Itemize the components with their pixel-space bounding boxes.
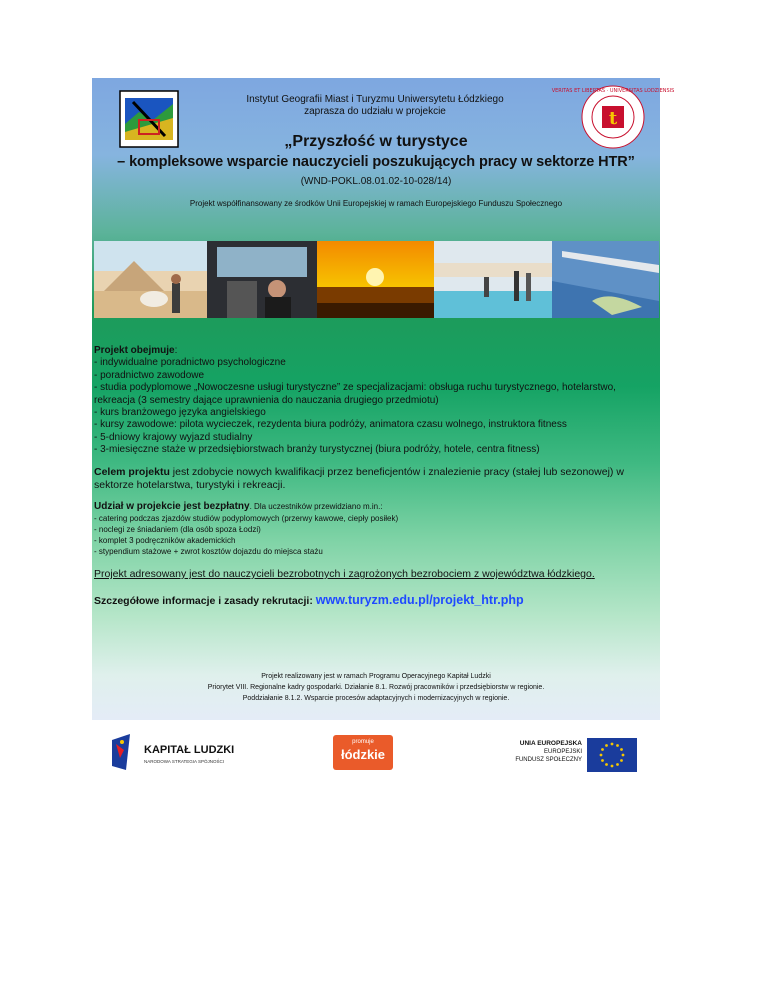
kapital-ludzki-logo [108, 730, 238, 774]
photo-bus-driver [207, 241, 317, 318]
project-link[interactable]: www.turyzm.edu.pl/projekt_htr.php [315, 593, 524, 608]
list-item: - kurs branżowego języka angielskiego [94, 407, 266, 419]
list-item: - kursy zawodowe: pilota wycieczek, rezydenta biura podróży, animatora czasu wolnego, instruktora fitness [94, 419, 567, 431]
list-item: - catering podczas zjazdów studiów podyplomowych (przerwy kawowe, ciepły posiłek) [94, 514, 399, 524]
list-item: - stypendium stażowe + zwrot kosztów dojazdu do miejsca stażu [94, 547, 323, 557]
free-heading: Udział w projekcie jest bezpłatny [94, 500, 250, 512]
project-includes-section: Projekt obejmuje: - indywidualne poradnictwo psychologiczne - poradnictwo zawodowe - studia podyplomowe „Nowoczesne usługi turystyczne” ze specjalizacjami: obsługa ruchu turystycznego, hotelarstwo, rekreacja (3 semestry dające uprawnienia do nauczania drugiego przedmiotu) - kurs branżowego języka angielskiego - kursy zawodowe: pilota wycieczek, rezydenta biura podróży, animatora czasu wolnego, instruktora fitness - 5-dniowy krajowy wyjazd studialny - 3-miesięczne staże w przedsiębiorstwach branży turystycznej (biura podróży, hotele, centra fitness) [94, 345, 654, 457]
kapital-sub: NARODOWA STRATEGIA SPÓJNOŚCI [144, 759, 225, 764]
list-item: - poradnictwo zawodowe [94, 369, 205, 381]
cofinancing-note: Projekt współfinansowany ze środków Unii Europejskiej w ramach Europejskiego Funduszu Społecznego [189, 199, 563, 208]
institution-line: Instytut Geografii Miast i Turyzmu Uniwersytetu Łódzkiego [246, 94, 504, 105]
list-item: - studia podyplomowe „Nowoczesne usługi turystyczne” ze specjalizacjami: obsługa ruchu turystycznego, hotelarstwo, rekreacja (3 semestry dające uprawnienia do nauczania drugiego przedmiotu) [94, 382, 616, 406]
free-participation-section [94, 501, 654, 557]
list-item: - indywidualne poradnictwo psychologiczne [94, 357, 286, 369]
eu-text-logo: UNIA EUROPEJSKA EUROPEJSKI FUNDUSZ SPOŁECZNY [515, 740, 582, 763]
footer-line: Priorytet VIII. Regionalne kadry gospodarki. Działanie 8.1. Rozwój pracowników i przedsiębiorstw w regionie. [207, 684, 545, 691]
list-item: - 5-dniowy krajowy wyjazd studialny [94, 431, 253, 443]
footer-line: Poddziałanie 8.1.2. Wsparcie procesów adaptacyjnych i modernizacyjnych w regionie. [242, 695, 510, 702]
svg-text:t: t [608, 108, 618, 129]
photo-strip [94, 241, 659, 318]
details-line [94, 594, 654, 607]
project-subtitle: – kompleksowe wsparcie nauczycieli poszukujących pracy w sektorze HTR” [117, 154, 635, 170]
lodzkie-logo: promuje łódzkie [333, 735, 393, 770]
includes-heading: Projekt obejmuje [94, 345, 175, 356]
invitation-line: zaprasza do udziału w projekcie [304, 106, 446, 117]
goal-section [94, 466, 654, 492]
photo-pyramid-camels [94, 241, 207, 318]
target-audience: Projekt adresowany jest do nauczycieli bezrobotnych i zagrożonych bezrobociem z województwa łódzkiego. [94, 568, 595, 581]
footer-line: Projekt realizowany jest w ramach Programu Operacyjnego Kapitał Ludzki [261, 673, 491, 680]
project-title: „Przyszłość w turystyce [284, 133, 468, 150]
project-code: (WND-POKL.08.01.02-10-028/14) [300, 176, 452, 187]
list-item: - 3-miesięczne staże w przedsiębiorstwach branży turystycznej (biura podróży, hotele, centra fitness) [94, 444, 540, 456]
photo-sunset-sea [317, 241, 434, 318]
goal-heading: Celem projektu [94, 465, 170, 478]
program-footer [92, 671, 660, 704]
kapital-title: KAPITAŁ LUDZKI [144, 744, 235, 756]
details-label: Szczegółowe informacje i zasady rekrutacji: [94, 595, 313, 608]
eu-flag-icon [587, 738, 637, 772]
institution-header [200, 94, 550, 118]
free-intro: . Dla uczestników przewidziano m.in.: [249, 501, 383, 511]
list-item: - komplet 3 podręczników akademickich [94, 536, 236, 546]
main-content [94, 345, 654, 608]
photo-airplane-wing [552, 241, 659, 318]
goal-text: jest zdobycie nowych kwalifikacji przez beneficjentów i znalezienie pracy (stałej lub sezonowej) w sektorze hotelarstwa, turystyki i rekreacji. [94, 465, 624, 491]
svg-text:VERITAS ET LIBERTAS · UNIVERSI: VERITAS ET LIBERTAS · UNIVERSITAS LODZIENSIS [551, 88, 675, 94]
photo-pool-resort [434, 241, 552, 318]
list-item: - noclegi ze śniadaniem (dla osób spoza Łodzi) [94, 525, 261, 535]
